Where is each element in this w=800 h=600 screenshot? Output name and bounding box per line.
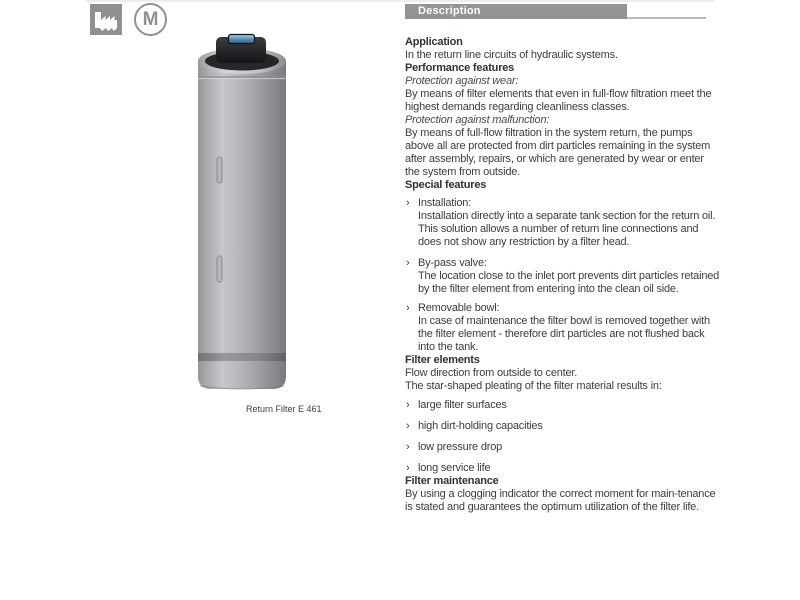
page-top-rule xyxy=(85,0,715,2)
bullet-text: high dirt-holding capacities xyxy=(418,420,543,432)
wear-text: By means of filter elements that even in full-flow filtration meet the highest demands regarding cleanliness classes. xyxy=(405,88,712,113)
indicator-window xyxy=(229,35,255,44)
factory-icon xyxy=(90,4,122,35)
description-header xyxy=(405,4,627,19)
product-image-return-filter xyxy=(197,33,287,390)
product-caption: Return Filter E 461 xyxy=(246,404,322,414)
wear-subheading: Protection against wear: xyxy=(405,75,519,87)
bullet-text: Installation directly into a separate tank section for the return oil. This solution allows a number of return line connections and does not show any restriction by a filter head. xyxy=(418,210,716,248)
list-item-installation xyxy=(405,197,721,249)
elements-line2: The star-shaped pleating of the filter material results in: xyxy=(405,380,662,392)
application-text: In the return line circuits of hydraulic systems. xyxy=(405,49,618,61)
special-features-heading: Special features xyxy=(405,179,487,191)
list-item-pressure-drop xyxy=(405,441,721,454)
bottom-groove xyxy=(198,353,286,362)
application-heading: Application xyxy=(405,36,463,48)
bullet-text: long service life xyxy=(418,462,491,474)
malfunction-subheading: Protection against malfunction: xyxy=(405,114,550,126)
bullet-icon: › xyxy=(406,462,410,474)
bullet-icon: › xyxy=(406,399,410,411)
filter-maintenance-heading: Filter maintenance xyxy=(405,475,499,487)
elements-line1: Flow direction from outside to center. xyxy=(405,367,578,379)
bullet-text: low pressure drop xyxy=(418,441,503,453)
list-item-large-surfaces xyxy=(405,399,721,412)
filter-bowl xyxy=(198,61,286,389)
malfunction-text: By means of full-flow filtration in the system return, the pumps above all are protected from dirt particles remaining in the system after assembly, repairs, or which are generated by wear or enter the system from outside. xyxy=(405,127,711,178)
description-label: Description xyxy=(418,5,481,17)
bullet-icon: › xyxy=(406,420,410,432)
description-column xyxy=(405,36,721,514)
list-item-removable-bowl xyxy=(405,302,721,354)
performance-heading: Performance features xyxy=(405,62,515,74)
bullet-text: The location close to the inlet port prevents dirt particles retained by the filter element from entering into the clean oil side. xyxy=(418,270,720,295)
bullet-title: Installation: xyxy=(418,197,472,209)
bullet-icon: › xyxy=(406,302,410,314)
bullet-text: large filter surfaces xyxy=(418,399,507,411)
bullet-icon: › xyxy=(406,197,410,209)
bullet-icon: › xyxy=(406,257,410,269)
filter-elements-heading: Filter elements xyxy=(405,354,480,366)
m-icon-letter: M xyxy=(142,8,159,30)
maintenance-text: By using a clogging indicator the correct moment for main-tenance is stated and guarantees the optimum utilization of the filter life. xyxy=(405,488,716,513)
bullet-text: In case of maintenance the filter bowl is removed together with the filter element - therefore dirt particles are not flushed back into the tank. xyxy=(418,315,710,353)
list-item-service-life xyxy=(405,462,721,475)
bullet-title: Removable bowl: xyxy=(418,302,500,314)
list-item-bypass-valve xyxy=(405,257,721,296)
list-item-dirt-holding xyxy=(405,420,721,433)
bullet-icon: › xyxy=(406,441,410,453)
manufacturer-m-icon xyxy=(134,3,167,36)
bullet-title: By-pass valve: xyxy=(418,257,487,269)
bottom-cap xyxy=(198,361,286,389)
